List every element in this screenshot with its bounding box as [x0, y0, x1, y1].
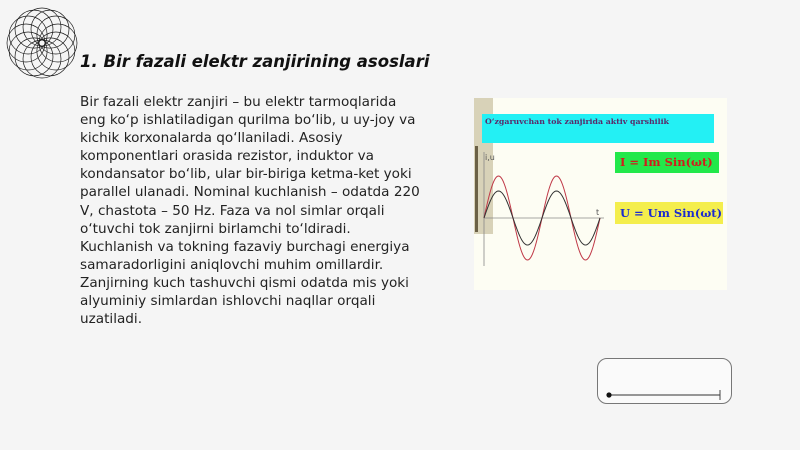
- current-formula: I = Im Sin(ωt): [615, 152, 719, 173]
- logo-rosette-icon: [4, 3, 80, 87]
- rosette-circle: [31, 10, 69, 48]
- voltage-formula: U = Um Sin(ωt): [615, 202, 723, 224]
- slider-handle[interactable]: [606, 392, 611, 397]
- y-axis-label: i,u: [485, 153, 495, 162]
- timeline-slider[interactable]: [597, 358, 732, 404]
- rosette-circle: [31, 38, 69, 76]
- sine-wave-plot: [480, 148, 606, 270]
- rosette-circle: [15, 10, 53, 48]
- x-axis-label: t: [596, 208, 600, 217]
- rosette-circle: [37, 16, 75, 54]
- figure-side-bar-line: [475, 146, 478, 232]
- slide-title: 1. Bir fazali elektr zanjirining asoslari: [80, 52, 430, 71]
- slide-body-text: Bir fazali elektr zanjiri – bu elektr tarmoqlarida eng ko‘p ishlatiladigan qurilma bo‘lib, u uy-joy va kichik korxonalarda qo‘llaniladi. Asosiy komponentlari orasida rezistor, induktor va kondansator bo‘lib, ular bir-biriga ketma-ket yoki parallel ulanadi. Nominal kuchlanish – odatda 220 V, chastota – 50 Hz. Faza va nol simlar orqali o‘tuvchi tok zanjirni birlamchi to‘ldiradi. Kuchlanish va tokning fazaviy burchagi energiya samaradorligini aniqlovchi muhim omillardir. Zanjirning kuch tashuvchi qismi odatda mis yoki alyuminiy simlardan ishlovchi naqllar orqali uzatiladi.: [80, 94, 420, 328]
- rosette-circle: [9, 32, 47, 70]
- rosette-circle: [37, 32, 75, 70]
- resistor-ac-figure: [474, 98, 727, 290]
- timeline-slider-graphic: [598, 359, 733, 405]
- figure-header: O‘zgaruvchan tok zanjirida aktiv qarshilik: [482, 114, 714, 143]
- rosette-circle: [15, 38, 53, 76]
- rosette-circle: [9, 16, 47, 54]
